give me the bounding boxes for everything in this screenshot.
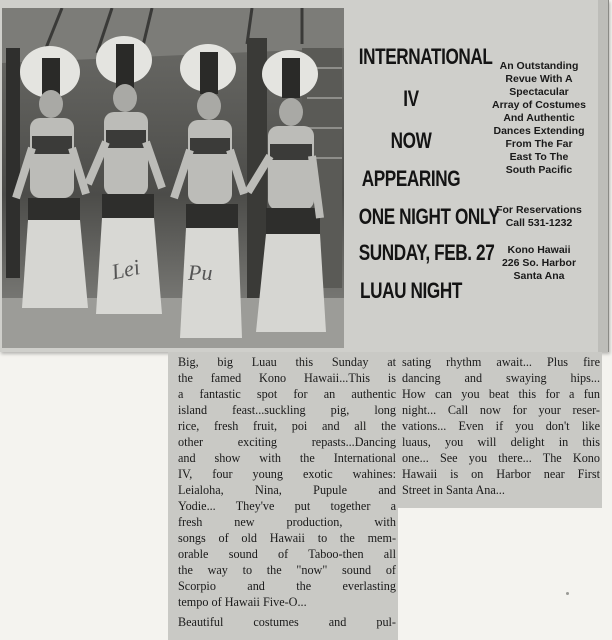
article-line: night... Call now for your reser- xyxy=(402,403,600,417)
clipping-edge xyxy=(598,0,608,352)
article-line: island feast...suckling pig, long xyxy=(178,403,396,417)
skirt-lettering-2: Pu xyxy=(188,260,213,285)
headline-line-4: APPEARING xyxy=(361,166,461,191)
article-line: luaus, you will delight in this xyxy=(402,435,600,449)
article-line: the famed Kono Hawaii...This is xyxy=(178,371,396,385)
article-line: vations... Even if you don't like xyxy=(402,419,600,433)
dancers-photo-image xyxy=(2,8,344,348)
ad-sidebar xyxy=(480,8,598,308)
venue-line: Kono Hawaii xyxy=(507,244,571,256)
article-line: other exciting repasts...Dancing xyxy=(178,435,396,449)
headline-line-2: IV xyxy=(403,86,419,111)
description-line: Spectacular xyxy=(509,86,569,98)
description-line: An Outstanding xyxy=(499,60,579,72)
description-line: And Authentic xyxy=(503,112,575,124)
article-line: one... See you there... The Kono xyxy=(402,451,600,465)
article-line: songs of old Hawaii to the mem- xyxy=(178,531,396,545)
article-clipping xyxy=(168,352,600,640)
skirt-lettering-1: Lei xyxy=(109,254,142,285)
headline-line-1: INTERNATIONAL xyxy=(358,44,493,69)
headline-line-5: ONE NIGHT ONLY xyxy=(358,204,500,229)
description-line: Array of Costumes xyxy=(492,99,586,111)
description-line: South Pacific xyxy=(505,164,573,176)
description-line: From The Far xyxy=(505,138,573,150)
article-line: Scorpio and the everlasting xyxy=(178,579,396,593)
article-line: IV, four young exotic wahines: xyxy=(178,467,396,481)
venue-line: Santa Ana xyxy=(513,270,565,282)
headline-line-7: LUAU NIGHT xyxy=(360,278,462,303)
article-line: sating rhythm await... Plus fire xyxy=(402,355,600,369)
article-line: Big, big Luau this Sunday at xyxy=(178,355,396,369)
article-line: Leialoha, Nina, Pupule and xyxy=(178,483,396,497)
article-line: orable sound of Taboo-then all xyxy=(178,547,396,561)
headline-line-6: SUNDAY, FEB. 27 xyxy=(358,240,495,265)
paper-speck xyxy=(566,592,569,595)
article-line: and show with the International xyxy=(178,451,396,465)
description-line: East To The xyxy=(509,151,569,163)
dancers-photo xyxy=(2,8,344,348)
article-line: rice, fresh fruit, poi and all the xyxy=(178,419,396,433)
ad-venue xyxy=(480,244,598,283)
article-line: a fantastic spot for an authentic xyxy=(178,387,396,401)
article-line: the way to the "now" sound of xyxy=(178,563,396,577)
article-column-1 xyxy=(168,352,398,640)
reservation-line: Call 531-1232 xyxy=(505,217,573,229)
ad-headline xyxy=(344,8,500,308)
article-column-2 xyxy=(398,352,602,508)
ad-description xyxy=(480,60,598,177)
article-line: dancing and swaying hips... xyxy=(402,371,600,385)
article-line: tempo of Hawaii Five-O... xyxy=(178,595,307,609)
article-line: fresh new production, with xyxy=(178,515,396,529)
article-line: Hawaii is on Harbor near First xyxy=(402,467,600,481)
headline-line-3: NOW xyxy=(390,128,432,153)
article-line: How can you beat this for a fun xyxy=(402,387,600,401)
article-line: Beautiful costumes and pul- xyxy=(178,615,396,629)
ad-reservations xyxy=(480,204,598,230)
description-line: Dances Extending xyxy=(493,125,585,137)
article-line: Yodie... They've put together a xyxy=(178,499,396,513)
venue-line: 226 So. Harbor xyxy=(501,257,577,269)
article-line: Street in Santa Ana... xyxy=(402,483,505,497)
reservation-line: For Reservations xyxy=(496,204,582,216)
description-line: Revue With A xyxy=(505,73,573,85)
